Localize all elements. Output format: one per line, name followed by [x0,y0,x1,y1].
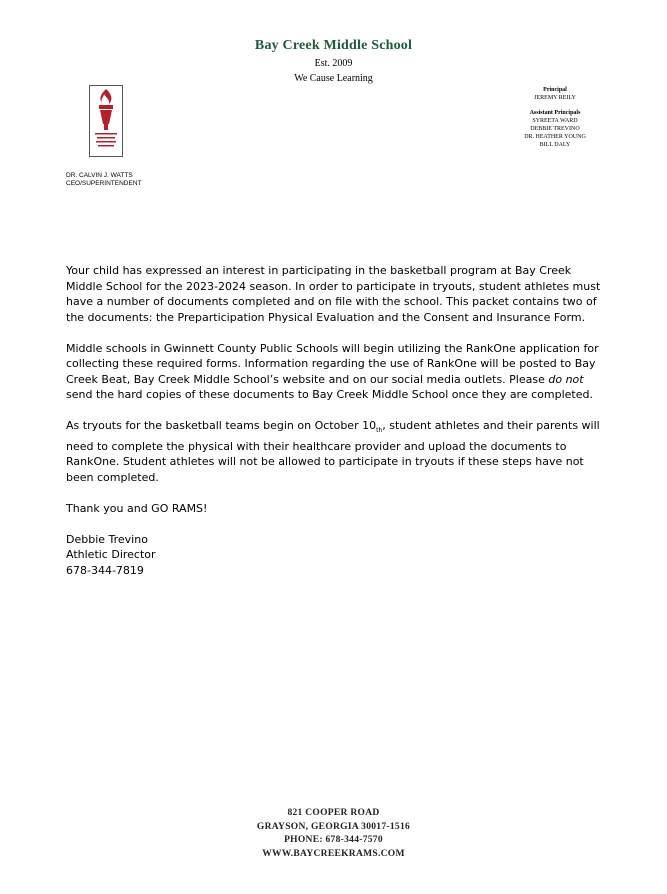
assistant-principal: BILL DALY [539,142,571,148]
footer-street: 821 COOPER ROAD [287,808,380,818]
paragraph-thanks: Thank you and GO RAMS! [66,501,208,515]
signer-title: Athletic Director [66,548,156,562]
superintendent-title: CEO/SUPERINTENDENT [66,180,142,187]
footer-website: WWW.BAYCREEKRAMS.COM [262,848,405,859]
ordinal-suffix: th [376,427,383,435]
principal-name: JEREMY REILY [534,95,576,101]
superintendent-name: DR. CALVIN J. WATTS [66,172,133,179]
gcps-torch-logo [89,85,123,157]
signer-name: Debbie Trevino [66,532,148,546]
assistant-principals-label: Assistant Principals [529,110,581,116]
assistant-principal: DEBBIE TREVINO [530,126,580,132]
superintendent-block [66,172,141,188]
paragraph-interest: Your child has expressed an interest in participating in the basketball program at Bay Creek Middle School for the 2023-2024 season. In order to participate in tryouts, student athletes must have a number of documents completed and on file with the school. This packet contains two of the documents: the Preparticipation Physical Evaluation and the Consent and Insurance Form. [66,264,601,324]
paragraph-tryouts: As tryouts for the basketball teams begin on October $10_{th}$, student athletes and their parents will need to complete the physical with their healthcare provider and upload the documents to RankOne. Student athletes will not be allowed to participate in tryouts if these steps have not been completed. [66,419,600,484]
administration-block [490,86,620,149]
signer-phone: 678-344-7819 [66,563,144,577]
footer-phone: PHONE: 678-344-7570 [284,835,383,845]
principal-label: Principal [543,87,567,93]
footer-address-block [0,807,667,861]
assistant-principal: DR. HEATHER YOUNG [524,134,586,140]
signature-block [66,532,601,579]
school-motto: We Cause Learning [294,73,373,84]
footer-city: GRAYSON, GEORGIA 30017-1516 [256,821,411,832]
assistant-principal: SYREETA WARD [532,118,578,124]
paragraph-rankone: Middle schools in Gwinnett County Public Schools will begin utilizing the RankOne application for collecting these required forms. Information regarding the use of RankOne will be posted to Bay Creek Beat, Bay Creek Middle School’s website and on our social media outlets. Please do not send the hard copies of these documents to Bay Creek Middle School once they are completed. [66,341,599,401]
emphasis-do-not: do not [548,372,584,386]
school-name: Bay Creek Middle School [254,38,413,53]
flame-icon [100,89,111,104]
letter-body [66,263,601,578]
established-year: Est. 2009 [314,58,353,69]
